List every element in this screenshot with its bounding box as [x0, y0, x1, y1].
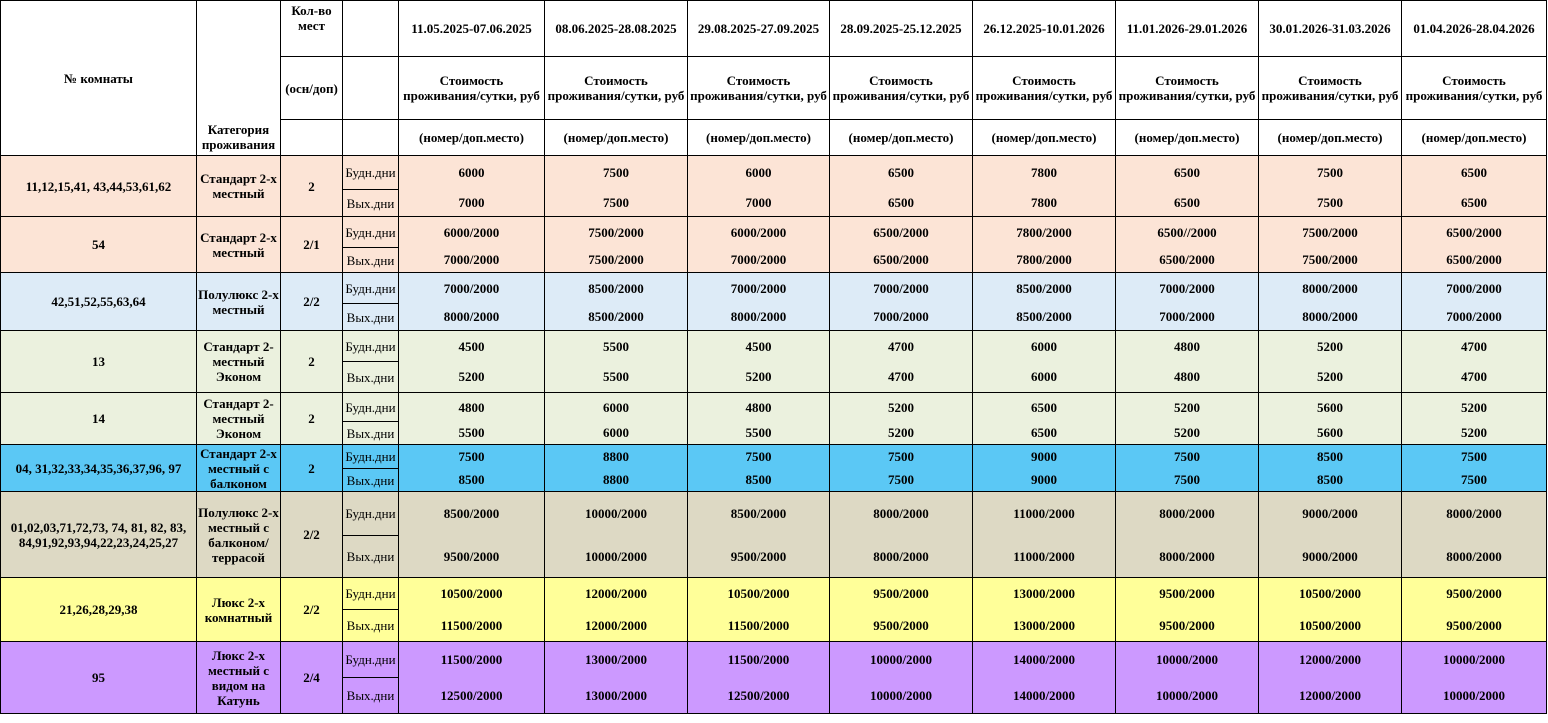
room-category: Полулюкс 2-х местный с балконом/террасой — [197, 492, 281, 578]
header-period-8: 01.04.2026-28.04.2026 — [1402, 1, 1547, 57]
weekday-price: 7500 — [688, 445, 830, 469]
header-daytype-spacer-2 — [343, 57, 399, 120]
weekend-price: 8000/2000 — [830, 536, 973, 578]
weekend-price: 7800 — [973, 190, 1116, 217]
weekend-price: 5500 — [688, 422, 830, 445]
weekend-price: 5200 — [1116, 422, 1259, 445]
table-row — [1, 393, 1547, 422]
weekend-price: 7500/2000 — [1259, 248, 1402, 273]
weekend-label: Вых.дни — [343, 610, 399, 642]
weekday-price: 4800 — [399, 393, 545, 422]
header-capacity: Кол-во мест — [281, 1, 343, 57]
weekday-price: 7800/2000 — [973, 217, 1116, 248]
header-category-spacer — [197, 1, 281, 57]
weekend-price: 12000/2000 — [1259, 678, 1402, 714]
weekend-price: 7500 — [1402, 469, 1547, 492]
weekend-price: 4800 — [1116, 362, 1259, 393]
header-capacity-sub: (осн/доп) — [281, 57, 343, 120]
weekend-price: 8500 — [1259, 469, 1402, 492]
weekday-price: 13000/2000 — [973, 578, 1116, 610]
header-cost-label: Стоимость проживания/сутки, руб — [1402, 57, 1547, 120]
weekday-price: 7500 — [830, 445, 973, 469]
weekend-price: 8000/2000 — [1259, 304, 1402, 331]
table-row — [1, 217, 1547, 248]
weekday-price: 4700 — [1402, 331, 1547, 362]
weekday-price: 5200 — [1402, 393, 1547, 422]
weekday-price: 9000 — [973, 445, 1116, 469]
table-header — [1, 1, 1547, 156]
weekend-price: 6500 — [973, 422, 1116, 445]
weekend-price: 6500 — [1116, 190, 1259, 217]
weekday-price: 7500 — [1259, 156, 1402, 190]
weekday-price: 8500 — [1259, 445, 1402, 469]
header-unit-label: (номер/доп.место) — [973, 120, 1116, 156]
room-category: Люкс 2-х комнатный — [197, 578, 281, 642]
header-daytype-spacer-3 — [343, 120, 399, 156]
weekday-price: 8000/2000 — [1116, 492, 1259, 536]
weekday-label: Будн.дни — [343, 578, 399, 610]
header-period-2: 08.06.2025-28.08.2025 — [545, 1, 688, 57]
room-numbers: 01,02,03,71,72,73, 74, 81, 82, 83, 84,91,92,93,94,22,23,24,25,27 — [1, 492, 197, 578]
weekend-price: 9500/2000 — [688, 536, 830, 578]
room-capacity: 2 — [281, 331, 343, 393]
weekday-price: 6000/2000 — [688, 217, 830, 248]
weekend-price: 8500/2000 — [545, 304, 688, 331]
weekday-price: 6500 — [830, 156, 973, 190]
room-capacity: 2 — [281, 393, 343, 445]
weekday-price: 10000/2000 — [1402, 642, 1547, 678]
weekend-label: Вых.дни — [343, 190, 399, 217]
header-unit-label: (номер/доп.место) — [688, 120, 830, 156]
weekday-price: 10000/2000 — [545, 492, 688, 536]
weekday-price: 8800 — [545, 445, 688, 469]
weekend-price: 8000/2000 — [399, 304, 545, 331]
weekday-price: 6500//2000 — [1116, 217, 1259, 248]
room-numbers: 11,12,15,41, 43,44,53,61,62 — [1, 156, 197, 217]
weekend-label: Вых.дни — [343, 422, 399, 445]
weekend-price: 7000/2000 — [1116, 304, 1259, 331]
weekend-price: 7500/2000 — [545, 248, 688, 273]
weekend-price: 7000 — [688, 190, 830, 217]
header-cost-label: Стоимость проживания/сутки, руб — [688, 57, 830, 120]
weekend-price: 5600 — [1259, 422, 1402, 445]
weekend-price: 6500/2000 — [1402, 248, 1547, 273]
weekday-price: 10000/2000 — [830, 642, 973, 678]
weekday-label: Будн.дни — [343, 217, 399, 248]
weekend-price: 10000/2000 — [830, 678, 973, 714]
weekend-price: 6500 — [1402, 190, 1547, 217]
weekend-price: 10000/2000 — [545, 536, 688, 578]
header-cost-label: Стоимость проживания/сутки, руб — [545, 57, 688, 120]
header-unit-label: (номер/доп.место) — [1116, 120, 1259, 156]
weekend-price: 8000/2000 — [688, 304, 830, 331]
weekend-price: 11000/2000 — [973, 536, 1116, 578]
weekend-price: 9000 — [973, 469, 1116, 492]
room-category: Стандарт 2-местный Эконом — [197, 393, 281, 445]
weekday-price: 4800 — [1116, 331, 1259, 362]
room-capacity: 2/1 — [281, 217, 343, 273]
weekend-price: 12500/2000 — [688, 678, 830, 714]
weekend-price: 7500 — [1259, 190, 1402, 217]
weekday-price: 8000/2000 — [830, 492, 973, 536]
weekend-price: 8500/2000 — [973, 304, 1116, 331]
weekend-price: 5200 — [830, 422, 973, 445]
weekday-price: 5500 — [545, 331, 688, 362]
weekday-price: 4500 — [688, 331, 830, 362]
weekday-label: Будн.дни — [343, 393, 399, 422]
weekday-price: 10000/2000 — [1116, 642, 1259, 678]
weekday-price: 8000/2000 — [1402, 492, 1547, 536]
weekend-price: 9500/2000 — [1402, 610, 1547, 642]
room-capacity: 2/2 — [281, 578, 343, 642]
weekend-price: 6000 — [545, 422, 688, 445]
weekday-price: 8500/2000 — [973, 273, 1116, 304]
table-row — [1, 331, 1547, 362]
weekend-price: 14000/2000 — [973, 678, 1116, 714]
weekday-label: Будн.дни — [343, 642, 399, 678]
weekend-price: 8800 — [545, 469, 688, 492]
header-period-1: 11.05.2025-07.06.2025 — [399, 1, 545, 57]
weekend-price: 9500/2000 — [830, 610, 973, 642]
table-row — [1, 578, 1547, 610]
weekend-price: 11500/2000 — [688, 610, 830, 642]
weekday-price: 4700 — [830, 331, 973, 362]
weekday-price: 4500 — [399, 331, 545, 362]
weekday-price: 5200 — [830, 393, 973, 422]
weekday-price: 6500 — [1116, 156, 1259, 190]
weekday-label: Будн.дни — [343, 156, 399, 190]
weekday-label: Будн.дни — [343, 273, 399, 304]
header-cost-label: Стоимость проживания/сутки, руб — [1259, 57, 1402, 120]
weekend-price: 10500/2000 — [1259, 610, 1402, 642]
weekday-price: 7500 — [1402, 445, 1547, 469]
header-room-number: № комнаты — [1, 1, 197, 156]
room-category: Стандарт 2-х местный — [197, 156, 281, 217]
weekday-price: 10500/2000 — [688, 578, 830, 610]
header-period-6: 11.01.2026-29.01.2026 — [1116, 1, 1259, 57]
weekend-price: 7500 — [545, 190, 688, 217]
weekday-price: 6500/2000 — [830, 217, 973, 248]
weekend-price: 8000/2000 — [1402, 536, 1547, 578]
room-numbers: 42,51,52,55,63,64 — [1, 273, 197, 331]
room-numbers: 54 — [1, 217, 197, 273]
weekday-price: 7000/2000 — [688, 273, 830, 304]
weekend-price: 13000/2000 — [973, 610, 1116, 642]
weekend-price: 11500/2000 — [399, 610, 545, 642]
weekday-price: 7000/2000 — [399, 273, 545, 304]
weekend-price: 8500 — [688, 469, 830, 492]
room-capacity: 2 — [281, 156, 343, 217]
header-period-4: 28.09.2025-25.12.2025 — [830, 1, 973, 57]
weekend-price: 6500/2000 — [830, 248, 973, 273]
weekday-price: 7500 — [545, 156, 688, 190]
header-cost-label: Стоимость проживания/сутки, руб — [1116, 57, 1259, 120]
weekend-label: Вых.дни — [343, 469, 399, 492]
weekday-price: 6000 — [973, 331, 1116, 362]
weekend-label: Вых.дни — [343, 536, 399, 578]
table-row — [1, 492, 1547, 536]
weekend-price: 8500 — [399, 469, 545, 492]
room-category: Полулюкс 2-х местный — [197, 273, 281, 331]
weekday-price: 10500/2000 — [1259, 578, 1402, 610]
weekday-price: 4800 — [688, 393, 830, 422]
room-numbers: 95 — [1, 642, 197, 714]
weekend-price: 12500/2000 — [399, 678, 545, 714]
weekday-price: 8500/2000 — [688, 492, 830, 536]
weekend-price: 5500 — [545, 362, 688, 393]
weekend-price: 10000/2000 — [1116, 678, 1259, 714]
weekend-price: 5200 — [399, 362, 545, 393]
weekday-price: 9500/2000 — [1402, 578, 1547, 610]
table-row — [1, 156, 1547, 190]
weekday-price: 6000 — [545, 393, 688, 422]
weekday-price: 5200 — [1259, 331, 1402, 362]
weekday-price: 7000/2000 — [830, 273, 973, 304]
header-unit-label: (номер/доп.место) — [830, 120, 973, 156]
weekend-price: 7000/2000 — [399, 248, 545, 273]
weekend-price: 9000/2000 — [1259, 536, 1402, 578]
header-cost-label: Стоимость проживания/сутки, руб — [399, 57, 545, 120]
weekday-price: 9000/2000 — [1259, 492, 1402, 536]
weekday-price: 6000/2000 — [399, 217, 545, 248]
weekend-price: 9500/2000 — [399, 536, 545, 578]
header-cost-label: Стоимость проживания/сутки, руб — [973, 57, 1116, 120]
header-period-7: 30.01.2026-31.03.2026 — [1259, 1, 1402, 57]
weekend-price: 13000/2000 — [545, 678, 688, 714]
room-numbers: 21,26,28,29,38 — [1, 578, 197, 642]
weekday-price: 7500/2000 — [1259, 217, 1402, 248]
weekend-price: 5200 — [688, 362, 830, 393]
weekday-price: 7000/2000 — [1402, 273, 1547, 304]
room-numbers: 04, 31,32,33,34,35,36,37,96, 97 — [1, 445, 197, 492]
weekday-label: Будн.дни — [343, 445, 399, 469]
header-unit-label: (номер/доп.место) — [1402, 120, 1547, 156]
weekday-price: 6500/2000 — [1402, 217, 1547, 248]
room-capacity: 2/4 — [281, 642, 343, 714]
weekday-price: 6000 — [399, 156, 545, 190]
weekday-price: 8500/2000 — [399, 492, 545, 536]
weekday-price: 13000/2000 — [545, 642, 688, 678]
weekday-price: 14000/2000 — [973, 642, 1116, 678]
table-row — [1, 273, 1547, 304]
weekday-price: 6000 — [688, 156, 830, 190]
weekday-price: 7000/2000 — [1116, 273, 1259, 304]
room-category: Стандарт 2-местный Эконом — [197, 331, 281, 393]
weekend-label: Вых.дни — [343, 248, 399, 273]
weekday-price: 9500/2000 — [1116, 578, 1259, 610]
room-capacity: 2/2 — [281, 492, 343, 578]
weekend-price: 7000 — [399, 190, 545, 217]
room-capacity: 2/2 — [281, 273, 343, 331]
weekday-price: 6500 — [973, 393, 1116, 422]
weekday-price: 5200 — [1116, 393, 1259, 422]
header-unit-label: (номер/доп.место) — [399, 120, 545, 156]
weekend-price: 7500 — [830, 469, 973, 492]
room-category: Стандарт 2-х местный с балконом — [197, 445, 281, 492]
weekday-price: 9500/2000 — [830, 578, 973, 610]
header-unit-label: (номер/доп.место) — [1259, 120, 1402, 156]
weekend-price: 5200 — [1259, 362, 1402, 393]
room-numbers: 13 — [1, 331, 197, 393]
weekday-price: 8500/2000 — [545, 273, 688, 304]
weekday-price: 8000/2000 — [1259, 273, 1402, 304]
weekend-price: 7000/2000 — [1402, 304, 1547, 331]
weekend-label: Вых.дни — [343, 304, 399, 331]
weekday-price: 7500/2000 — [545, 217, 688, 248]
weekday-price: 5600 — [1259, 393, 1402, 422]
weekday-price: 7800 — [973, 156, 1116, 190]
header-capacity-spacer — [281, 120, 343, 156]
weekday-price: 11500/2000 — [688, 642, 830, 678]
table-body — [1, 156, 1547, 714]
weekend-price: 12000/2000 — [545, 610, 688, 642]
table-row — [1, 642, 1547, 678]
weekend-label: Вых.дни — [343, 362, 399, 393]
weekend-price: 4700 — [1402, 362, 1547, 393]
weekday-price: 11000/2000 — [973, 492, 1116, 536]
table-row — [1, 445, 1547, 469]
header-unit-label: (номер/доп.место) — [545, 120, 688, 156]
weekday-price: 11500/2000 — [399, 642, 545, 678]
room-capacity: 2 — [281, 445, 343, 492]
header-cost-label: Стоимость проживания/сутки, руб — [830, 57, 973, 120]
weekday-price: 12000/2000 — [545, 578, 688, 610]
weekend-price: 6500/2000 — [1116, 248, 1259, 273]
weekend-price: 5200 — [1402, 422, 1547, 445]
weekend-price: 4700 — [830, 362, 973, 393]
room-category: Стандарт 2-х местный — [197, 217, 281, 273]
weekend-price: 7500 — [1116, 469, 1259, 492]
header-daytype-spacer — [343, 1, 399, 57]
weekday-price: 10500/2000 — [399, 578, 545, 610]
weekend-price: 8000/2000 — [1116, 536, 1259, 578]
weekend-price: 6500 — [830, 190, 973, 217]
weekend-price: 7000/2000 — [830, 304, 973, 331]
header-period-3: 29.08.2025-27.09.2025 — [688, 1, 830, 57]
weekend-label: Вых.дни — [343, 678, 399, 714]
room-category: Люкс 2-х местный с видом на Катунь — [197, 642, 281, 714]
weekend-price: 7800/2000 — [973, 248, 1116, 273]
weekday-price: 6500 — [1402, 156, 1547, 190]
weekday-price: 12000/2000 — [1259, 642, 1402, 678]
header-period-5: 26.12.2025-10.01.2026 — [973, 1, 1116, 57]
weekend-price: 5500 — [399, 422, 545, 445]
header-category: Категория проживания — [197, 57, 281, 156]
room-numbers: 14 — [1, 393, 197, 445]
weekday-price: 7500 — [399, 445, 545, 469]
weekday-price: 7500 — [1116, 445, 1259, 469]
weekend-price: 10000/2000 — [1402, 678, 1547, 714]
weekend-price: 6000 — [973, 362, 1116, 393]
weekend-price: 7000/2000 — [688, 248, 830, 273]
weekday-label: Будн.дни — [343, 492, 399, 536]
weekend-price: 9500/2000 — [1116, 610, 1259, 642]
weekday-label: Будн.дни — [343, 331, 399, 362]
